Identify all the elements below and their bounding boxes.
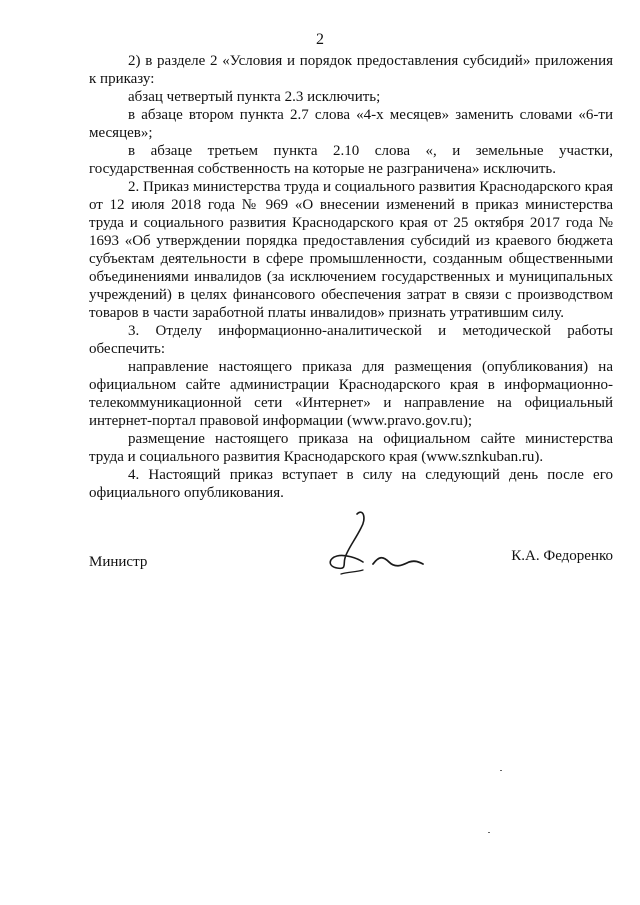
page-number: 2 [316,31,324,48]
scan-speck [488,832,490,833]
paragraph-item-2-3: абзац четвертый пункта 2.3 исключить; [128,89,381,105]
paragraph-point-4: 4. Настоящий приказ вступает в силу на следующий день после его официального опубликования. [89,467,613,501]
paragraph-website: размещение настоящего приказа на официальном сайте министерства труда и социального развития Краснодарского края (www.sznkuban.ru). [89,431,613,465]
paragraph-item-2-7: в абзаце втором пункта 2.7 слова «4-х месяцев» заменить словами «6-ти месяцев»; [89,107,613,141]
scan-speck [500,770,502,771]
document-body [89,52,613,502]
signatory-title: Министр [89,554,148,570]
handwritten-signature [317,506,427,586]
paragraph-point-3: 3. Отделу информационно-аналитической и методической работы обеспечить: [89,323,613,357]
signatory-name: К.А. Федоренко [511,548,613,564]
paragraph-publication: направление настоящего приказа для размещения (опубликования) на официальном сайте администрации Краснодарского края в информационно-телекоммуникационной сети «Интернет» и направление на официальный интернет-портал правовой информации (www.pravo.gov.ru); [89,359,613,429]
paragraph-point-2: 2. Приказ министерства труда и социального развития Краснодарского края от 12 июля 2018 года № 969 «О внесении изменений в приказ министерства труда и социального развития Краснодарского края от 25 октября 2017 года № 1693 «Об утверждении порядка предоставления субсидий из краевого бюджета субъектам деятельности в сфере промышленности, созданным общественными объединениями инвалидов (за исключением государственных и муниципальных учреждений) в целях финансового обеспечения затрат в связи с производством товаров в части заработной платы инвалидов» признать утратившим силу. [89,179,613,321]
signature-block [89,548,613,588]
paragraph-section-2: 2) в разделе 2 «Условия и порядок предоставления субсидий» приложения к приказу: [89,53,613,87]
paragraph-item-2-10: в абзаце третьем пункта 2.10 слова «, и земельные участки, государственная собственность на которые не разграничена» исключить. [89,143,613,177]
